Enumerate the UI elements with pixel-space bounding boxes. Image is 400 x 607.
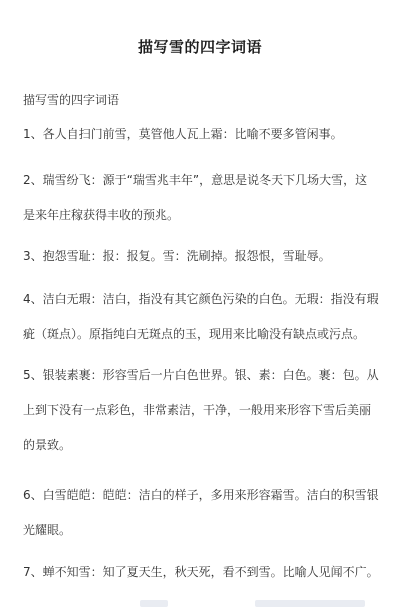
entry-line: 上到下没有一点彩色，非常素洁，干净，一般用来形容下雪后美丽 xyxy=(23,403,372,417)
entry-line: 7、蝉不知雪：知了夏天生，秋天死，看不到雪。比喻人见闻不广。 xyxy=(23,565,379,579)
entry-1 xyxy=(23,117,383,152)
watermark-fragment xyxy=(255,600,365,607)
page-title: 描写雪的四字词语 xyxy=(137,38,262,56)
entry-line: 3、抱怨雪耻：报：报复。雪：洗刷掉。报怨恨，雪耻辱。 xyxy=(23,249,331,263)
entry-3 xyxy=(23,239,383,274)
entry-7 xyxy=(23,555,383,590)
entry-6 xyxy=(23,478,383,548)
entry-line: 2、瑞雪纷飞：源于“瑞雪兆丰年”，意思是说冬天下几场大雪，这 xyxy=(23,173,368,187)
entry-line: 疵（斑点）。原指纯白无斑点的玉，现用来比喻没有缺点或污点。 xyxy=(23,327,366,341)
entry-line: 1、各人自扫门前雪，莫管他人瓦上霜：比喻不要多管闲事。 xyxy=(23,127,343,141)
entry-2 xyxy=(23,163,383,233)
entry-4 xyxy=(23,282,383,352)
section-heading: 描写雪的四字词语 xyxy=(23,93,120,107)
entry-line: 5、银装素裹：形容雪后一片白色世界。银、素：白色。裹：包。从 xyxy=(23,368,379,382)
entry-line: 光耀眼。 xyxy=(23,523,72,537)
entry-line: 是来年庄稼获得丰收的预兆。 xyxy=(23,208,180,222)
entry-line: 的景致。 xyxy=(23,438,72,452)
entry-line: 4、洁白无瑕：洁白，指没有其它颜色污染的白色。无瑕：指没有瑕 xyxy=(23,292,379,306)
watermark-fragment xyxy=(140,600,168,607)
entry-line: 6、白雪皑皑：皑皑：洁白的样子，多用来形容霜雪。洁白的积雪银 xyxy=(23,488,379,502)
entry-5 xyxy=(23,358,383,463)
